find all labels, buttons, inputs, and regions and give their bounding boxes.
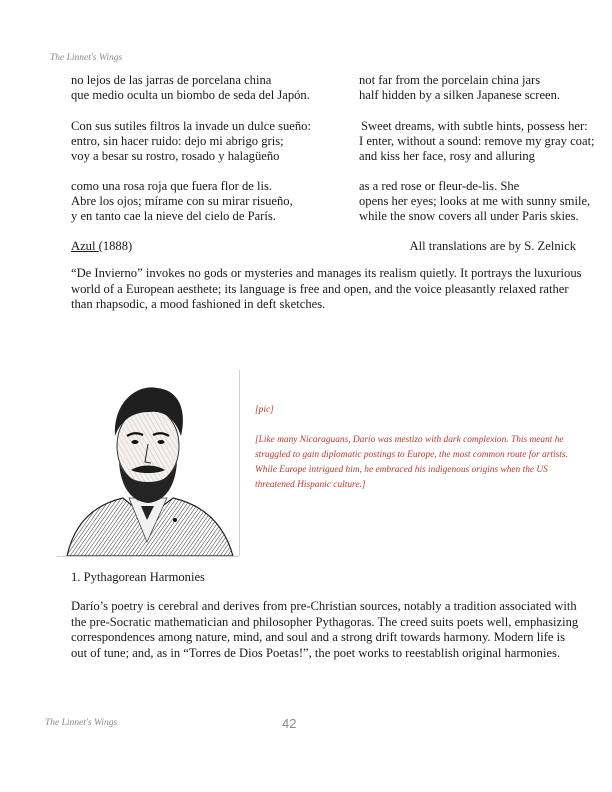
poem-line-es: no lejos de las jarras de porcelana china [71,73,272,87]
poem-line-es: y en tanto cae la nieve del cielo de París. [71,209,276,223]
poem-line-en: not far from the porcelain china jars [359,73,541,87]
image-frame-right-edge [239,370,240,556]
pic-placeholder-label: [pic] [255,405,274,415]
poem-line-es: entro, sin hacer ruido: dejo mi abrigo gris; [71,134,284,148]
poem-line-en: I enter, without a sound: remove my gray coat; [359,134,595,148]
image-frame-bottom-edge [57,556,239,557]
portrait-engraving [57,370,239,556]
section-body-paragraph: Darío’s poetry is cerebral and derives from pre-Christian sources, notably a tradition associated with the pre-Socratic mathematician and philosopher Pythagoras. The creed suits poets well, emphasizing correspondences among nature, mind, and soul and a strong drift towards harmony. Modern life is out of tune; and, as in “Torres de Dios Poetas!”, the poet works to reestablish original harmonies. [71,599,579,660]
poem-line-es: voy a besar su rostro, rosado y halagüeño [71,149,280,163]
poem-line-en: Sweet dreams, with subtle hints, possess her: [361,119,588,133]
poem-line-es: como una rosa roja que fuera flor de lis. [71,179,273,193]
source-book-title[interactable]: Azul [71,239,99,253]
poem-line-en: while the snow covers all under Paris skies. [359,209,579,223]
poem-line-es: que medio oculta un biombo de seda del Japón. [71,88,310,102]
poem-line-en: and kiss her face, rosy and alluring [359,149,535,163]
section-heading: 1. Pythagorean Harmonies [71,570,205,584]
poem-line-es: Con sus sutiles filtros la invade un dulce sueño: [71,119,311,133]
translation-credit: All translations are by S. Zelnick [409,239,576,253]
poem-line-es: Abre los ojos; mírame con su mirar risueño, [71,194,293,208]
page-number: 42 [282,716,297,731]
poem-line-en: as a red rose or fleur-de-lis. She [359,179,520,193]
commentary-paragraph: “De Invierno” invokes no gods or mysteries and manages its realism quietly. It portrays the luxurious world of a European aesthete; its language is free and open, and the voice pleasantly relaxed rather than rhapsodic, a mood fashioned in deft sketches. [71,266,582,311]
source-year: (1888) [98,239,133,253]
running-footer: The Linnet's Wings [45,718,118,728]
image-caption-note: [Like many Nicaraguans, Darío was mestizo with dark complexion. This meant he struggled to gain diplomatic postings to Europe, the most common route for artists. While Europe intrigued him, he embraced his indigenous origins when the US threatened Hispanic culture.] [255,435,568,490]
poem-source [71,239,132,254]
running-header: The Linnet's Wings [50,53,123,63]
poem-line-en: half hidden by a silken Japanese screen. [359,88,561,102]
poem-line-en: opens her eyes; looks at me with sunny smile, [359,194,591,208]
